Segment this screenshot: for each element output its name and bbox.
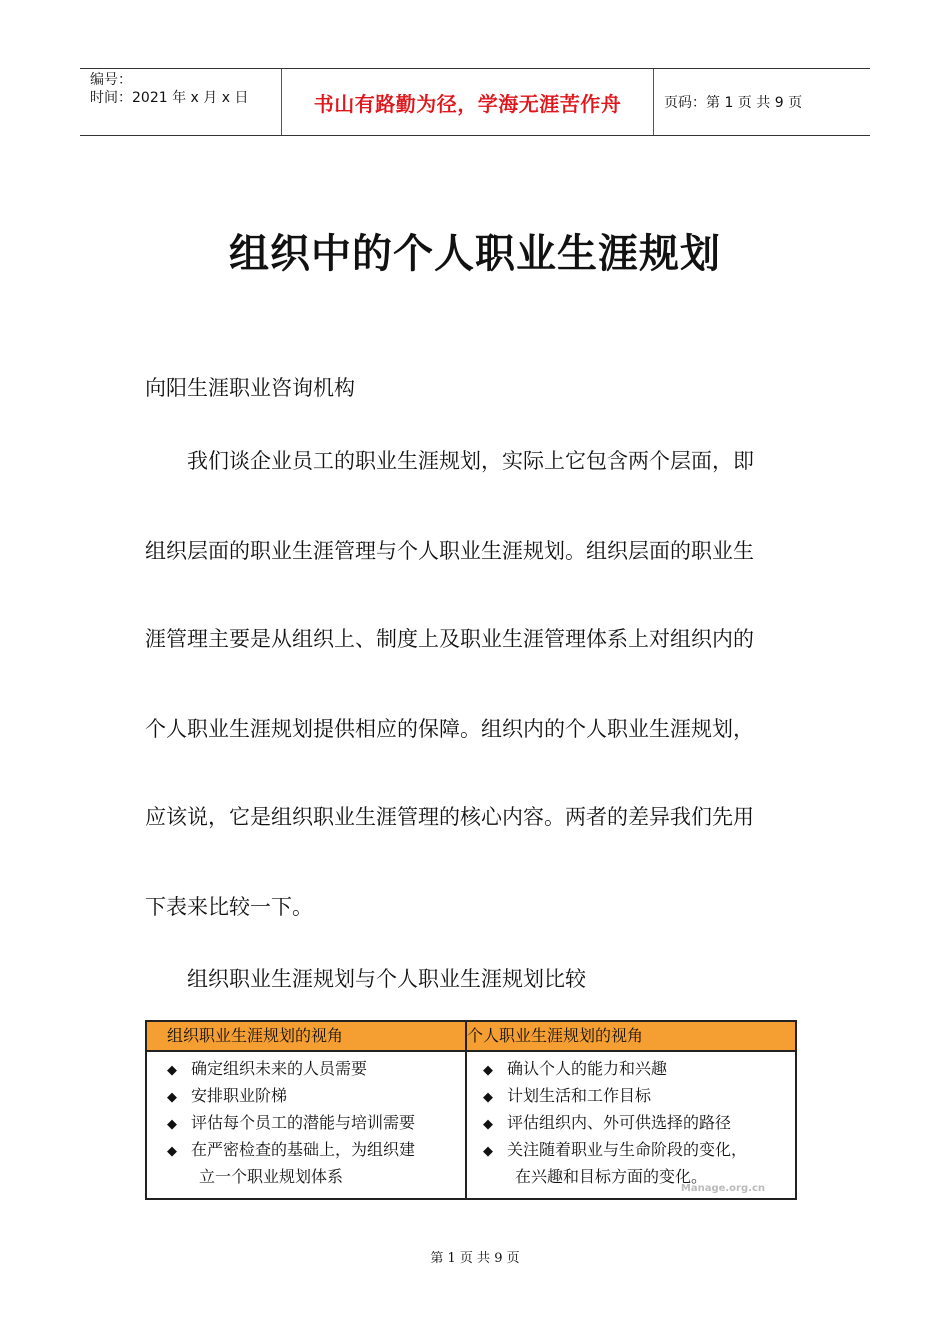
watermark: Manage.org.cn bbox=[680, 1183, 765, 1194]
list-item-continuation: 立一个职业规划体系 bbox=[199, 1167, 344, 1186]
body-line-2: 组织层面的职业生涯管理与个人职业生涯规划。组织层面的职业生 bbox=[145, 539, 754, 563]
diamond-bullet-icon: ◆ bbox=[167, 1144, 177, 1159]
body-line-3: 涯管理主要是从组织上、制度上及职业生涯管理体系上对组织内的 bbox=[145, 627, 754, 651]
body-line-1: 我们谈企业员工的职业生涯规划，实际上它包含两个层面，即 bbox=[145, 449, 754, 473]
col1-list bbox=[167, 1056, 459, 1189]
col2-list bbox=[483, 1056, 783, 1189]
header-page-info: 页码：第 1 页 共 9 页 bbox=[664, 95, 803, 111]
list-item: ◆ 安排职业阶梯 bbox=[167, 1083, 459, 1110]
diamond-bullet-icon: ◆ bbox=[167, 1117, 177, 1132]
time-label: 时间：2021 年 x 月 x 日 bbox=[90, 90, 249, 106]
body-line-5: 应该说，它是组织职业生涯管理的核心内容。两者的差异我们先用 bbox=[145, 805, 754, 829]
source-line: 向阳生涯职业咨询机构 bbox=[145, 376, 355, 400]
diamond-bullet-icon: ◆ bbox=[483, 1144, 493, 1159]
diamond-bullet-icon: ◆ bbox=[483, 1090, 493, 1105]
body-line-6: 下表来比较一下。 bbox=[145, 895, 313, 919]
document-title: 组织中的个人职业生涯规划 bbox=[229, 231, 721, 277]
list-item-continuation: 在兴趣和目标方面的变化。 bbox=[515, 1167, 708, 1186]
number-label: 编号： bbox=[90, 72, 132, 88]
page-header bbox=[80, 68, 870, 136]
page-footer: 第 1 页 共 9 页 bbox=[430, 1251, 520, 1266]
list-item: ◆ 计划生活和工作目标 bbox=[483, 1083, 783, 1110]
list-item: ◆ 关注随着职业与生命阶段的变化， bbox=[483, 1137, 783, 1164]
body-line-4: 个人职业生涯规划提供相应的保障。组织内的个人职业生涯规划， bbox=[145, 717, 754, 741]
header-motto: 书山有路勤为径，学海无涯苦作舟 bbox=[282, 69, 654, 135]
comparison-table bbox=[145, 1020, 797, 1200]
col1-header: 组织职业生涯规划的视角 bbox=[167, 1026, 344, 1045]
diamond-bullet-icon: ◆ bbox=[167, 1090, 177, 1105]
table-caption: 组织职业生涯规划与个人职业生涯规划比较 bbox=[145, 967, 586, 991]
list-item: ◆ 在严密检查的基础上，为组织建 bbox=[167, 1137, 459, 1164]
header-left-cell bbox=[80, 69, 282, 135]
table-header-row bbox=[147, 1022, 795, 1052]
col2-header: 个人职业生涯规划的视角 bbox=[467, 1026, 644, 1045]
list-item: ◆ 确定组织未来的人员需要 bbox=[167, 1056, 459, 1083]
list-item: ◆ 评估组织内、外可供选择的路径 bbox=[483, 1110, 783, 1137]
diamond-bullet-icon: ◆ bbox=[483, 1063, 493, 1078]
diamond-bullet-icon: ◆ bbox=[167, 1063, 177, 1078]
list-item: ◆ 确认个人的能力和兴趣 bbox=[483, 1056, 783, 1083]
diamond-bullet-icon: ◆ bbox=[483, 1117, 493, 1132]
list-item: ◆ 评估每个员工的潜能与培训需要 bbox=[167, 1110, 459, 1137]
column-divider bbox=[465, 1022, 467, 1198]
